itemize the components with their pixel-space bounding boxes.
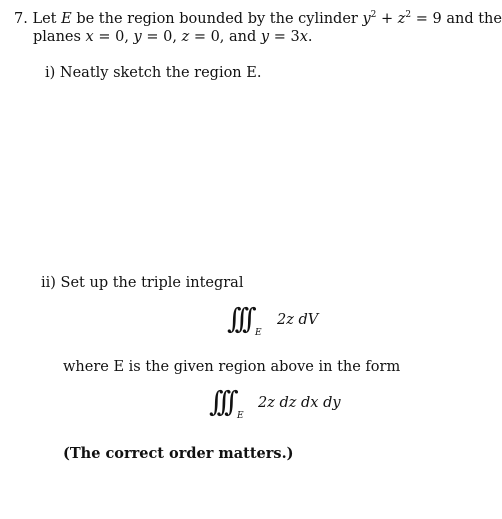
triple-integral-ordered (209, 385, 369, 431)
cyl-eq9: = 9 (415, 11, 442, 27)
cyl-z-exp: 2 (405, 10, 412, 20)
order-note (63, 445, 293, 463)
part-i-text: Neatly sketch the region E. (59, 65, 262, 81)
and-word: and (229, 29, 257, 45)
plane-z-eq: = 0, (193, 29, 225, 45)
intro-text-a: Let (32, 11, 57, 27)
cyl-y: y (362, 11, 371, 27)
and-the: and the (446, 11, 502, 27)
plane-x-eq: = 0, (98, 29, 129, 45)
order-note-text: (The correct order matters.) (63, 445, 294, 462)
problem-line-1 (14, 10, 502, 28)
triple-integral-dv (227, 302, 347, 348)
plane-y2: y (260, 29, 270, 45)
part-i-label: i) (45, 65, 56, 81)
cyl-plus: + (381, 11, 394, 27)
plane-x: x (85, 29, 94, 45)
intro-text-b: be the region bounded by the cylinder (76, 11, 358, 27)
cyl-z: z (397, 11, 406, 27)
middle-text-content: where E is the given region above in the form (63, 359, 401, 375)
line2-period: . (307, 29, 313, 45)
plane-z: z (181, 29, 190, 45)
part-ii-text: Set up the triple integral (60, 275, 244, 291)
cyl-y-exp: 2 (370, 10, 377, 20)
region-var: E (61, 11, 72, 27)
plane-x2: x (299, 29, 308, 45)
plane-y: y (133, 29, 142, 45)
integral-sign-2: ∫∫∫ (209, 385, 232, 418)
problem-line-2 (33, 28, 312, 46)
middle-text (63, 358, 400, 376)
plane-y-eq: = 0, (146, 29, 177, 45)
part-ii-label: ii) (41, 275, 56, 291)
part-i (45, 64, 261, 82)
problem-number: 7. (14, 11, 28, 27)
integral-subscript-2: E (237, 411, 244, 421)
plane-y2-eq: = 3 (273, 29, 300, 45)
planes-word: planes (33, 29, 81, 45)
integrand-ordered: 2z dz dx dy (258, 395, 341, 411)
part-ii (41, 274, 243, 292)
integrand-dv: 2z dV (277, 312, 319, 328)
integral-subscript: E (255, 328, 262, 338)
integral-sign: ∫∫∫ (227, 302, 250, 335)
